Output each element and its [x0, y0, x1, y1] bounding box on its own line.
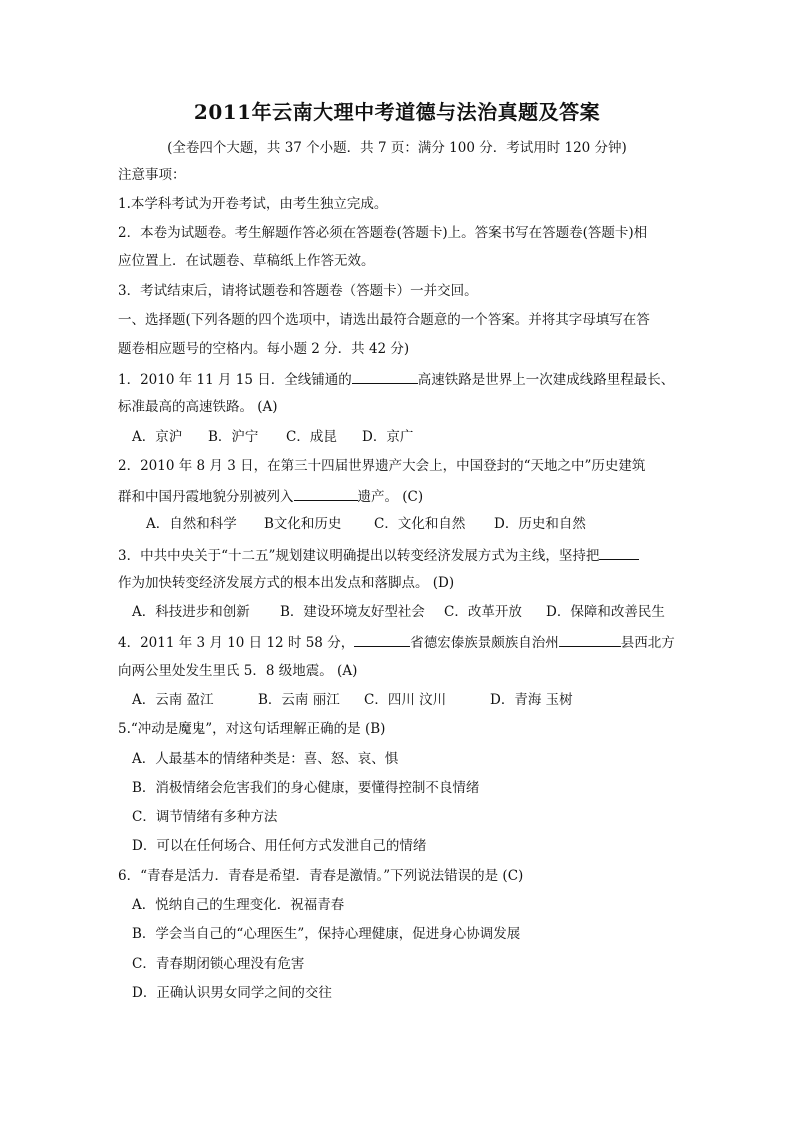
section-instructions: 一、选择题(下列各题的四个选项中，请选出最符合题意的一个答案。并将其字母填写在答 [118, 312, 650, 328]
question-4-text-a: 4．2011 年 3 月 10 日 12 时 58 分， [118, 635, 355, 651]
question-2-option-a: A．自然和科学 [146, 516, 237, 532]
question-2-text-b: 遗产。 (C) [357, 489, 424, 505]
question-2-option-c: C．文化和自然 [374, 516, 466, 532]
question-3-stem-cont: 作为加快转变经济发展方式的根本出发点和落脚点。 (D) [118, 575, 455, 591]
question-2-stem: 2．2010 年 8 月 3 日，在第三十四届世界遗产大会上，中国登封的“天地之中”历史建筑 [118, 458, 646, 474]
question-1-stem-cont: 标准最高的高速铁路。 (A) [118, 399, 278, 415]
question-5-option-b: B．消极情绪会危害我们的身心健康，要懂得控制不良情绪 [132, 780, 480, 796]
answer-blank [352, 369, 418, 384]
question-6-stem: 6．“青春是活力．青春是希望．青春是激情。”下列说法错误的是 (C) [118, 868, 524, 884]
question-4-option-a: A．云南 盈江 [132, 692, 214, 708]
question-4-option-d: D．青海 玉树 [490, 692, 573, 708]
notes-heading: 注意事项： [118, 167, 186, 183]
question-4-text-b: 省德宏傣族景颇族自治州 [410, 635, 559, 651]
section-instructions-cont: 题卷相应题号的空格内。每小题 2 分．共 42 分) [118, 341, 410, 357]
question-6-option-d: D．正确认识男女同学之间的交往 [132, 985, 332, 1001]
question-5-stem: 5.“冲动是魔鬼”，对这句话理解正确的是 (B) [118, 721, 386, 737]
question-1-stem [118, 369, 674, 389]
answer-blank [559, 632, 621, 647]
question-6-option-c: C．青春期闭锁心理没有危害 [132, 956, 305, 972]
question-3-stem [118, 545, 639, 565]
note-item-2: 2．本卷为试题卷。考生解题作答必须在答题卷(答题卡)上。答案书写在答题卷(答题卡)相 [118, 225, 648, 241]
question-2-text-a: 群和中国丹霞地貌分别被列入 [118, 489, 294, 505]
answer-blank [294, 486, 358, 501]
question-1-option-c: C．成昆 [286, 429, 337, 445]
question-1-text-b: 高速铁路是世界上一次建成线路里程最长、 [417, 372, 675, 388]
answer-blank [354, 632, 410, 647]
question-6-option-a: A．悦纳自己的生理变化．祝福青春 [132, 897, 345, 913]
note-item-3: 3．考试结束后，请将试题卷和答题卷（答题卡）一并交回。 [118, 283, 478, 299]
question-6-option-b: B．学会当自己的“心理医生”，保持心理健康，促进身心协调发展 [132, 926, 521, 942]
question-4-option-b: B．云南 丽江 [258, 692, 340, 708]
note-item-1: 1.本学科考试为开卷考试，由考生独立完成。 [118, 196, 388, 212]
note-item-2-cont: 应位置上．在试题卷、草稿纸上作答无效。 [118, 253, 375, 269]
question-4-stem-cont: 向两公里处发生里氏 5．8 级地震。 (A) [118, 663, 358, 679]
question-3-option-c: C．改革开放 [444, 604, 522, 620]
question-1-option-d: D．京广 [362, 429, 414, 445]
question-5-option-a: A．人最基本的情绪种类是：喜、怒、哀、惧 [132, 751, 399, 767]
question-3-option-a: A．科技进步和创新 [132, 604, 250, 620]
question-5-option-d: D．可以在任何场合、用任何方式发泄自己的情绪 [132, 838, 427, 854]
question-1-option-b: B．沪宁 [208, 429, 259, 445]
answer-blank [599, 545, 639, 560]
question-1-option-a: A．京沪 [132, 429, 183, 445]
question-5-option-c: C．调节情绪有多种方法 [132, 809, 278, 825]
question-3-text-a: 3．中共中央关于“十二五”规划建议明确提出以转变经济发展方式为主线，坚持把 [118, 548, 600, 564]
question-3-option-d: D．保障和改善民生 [546, 604, 665, 620]
page-title: 2011年云南大理中考道德与法治真题及答案 [193, 100, 601, 124]
question-4-stem [118, 632, 675, 652]
question-1-text-a: 1．2010 年 11 月 15 日．全线铺通的 [118, 372, 352, 388]
question-4-text-c: 县西北方 [620, 635, 675, 651]
question-3-option-b: B．建设环境友好型社会 [280, 604, 425, 620]
question-2-option-b: B文化和历史 [264, 516, 342, 532]
question-2-stem-cont [118, 486, 423, 506]
exam-info: (全卷四个大题，共 37 个小题．共 7 页：满分 100 分．考试用时 120 分钟) [167, 140, 627, 156]
question-2-option-d: D．历史和自然 [494, 516, 586, 532]
question-4-option-c: C．四川 汶川 [364, 692, 447, 708]
